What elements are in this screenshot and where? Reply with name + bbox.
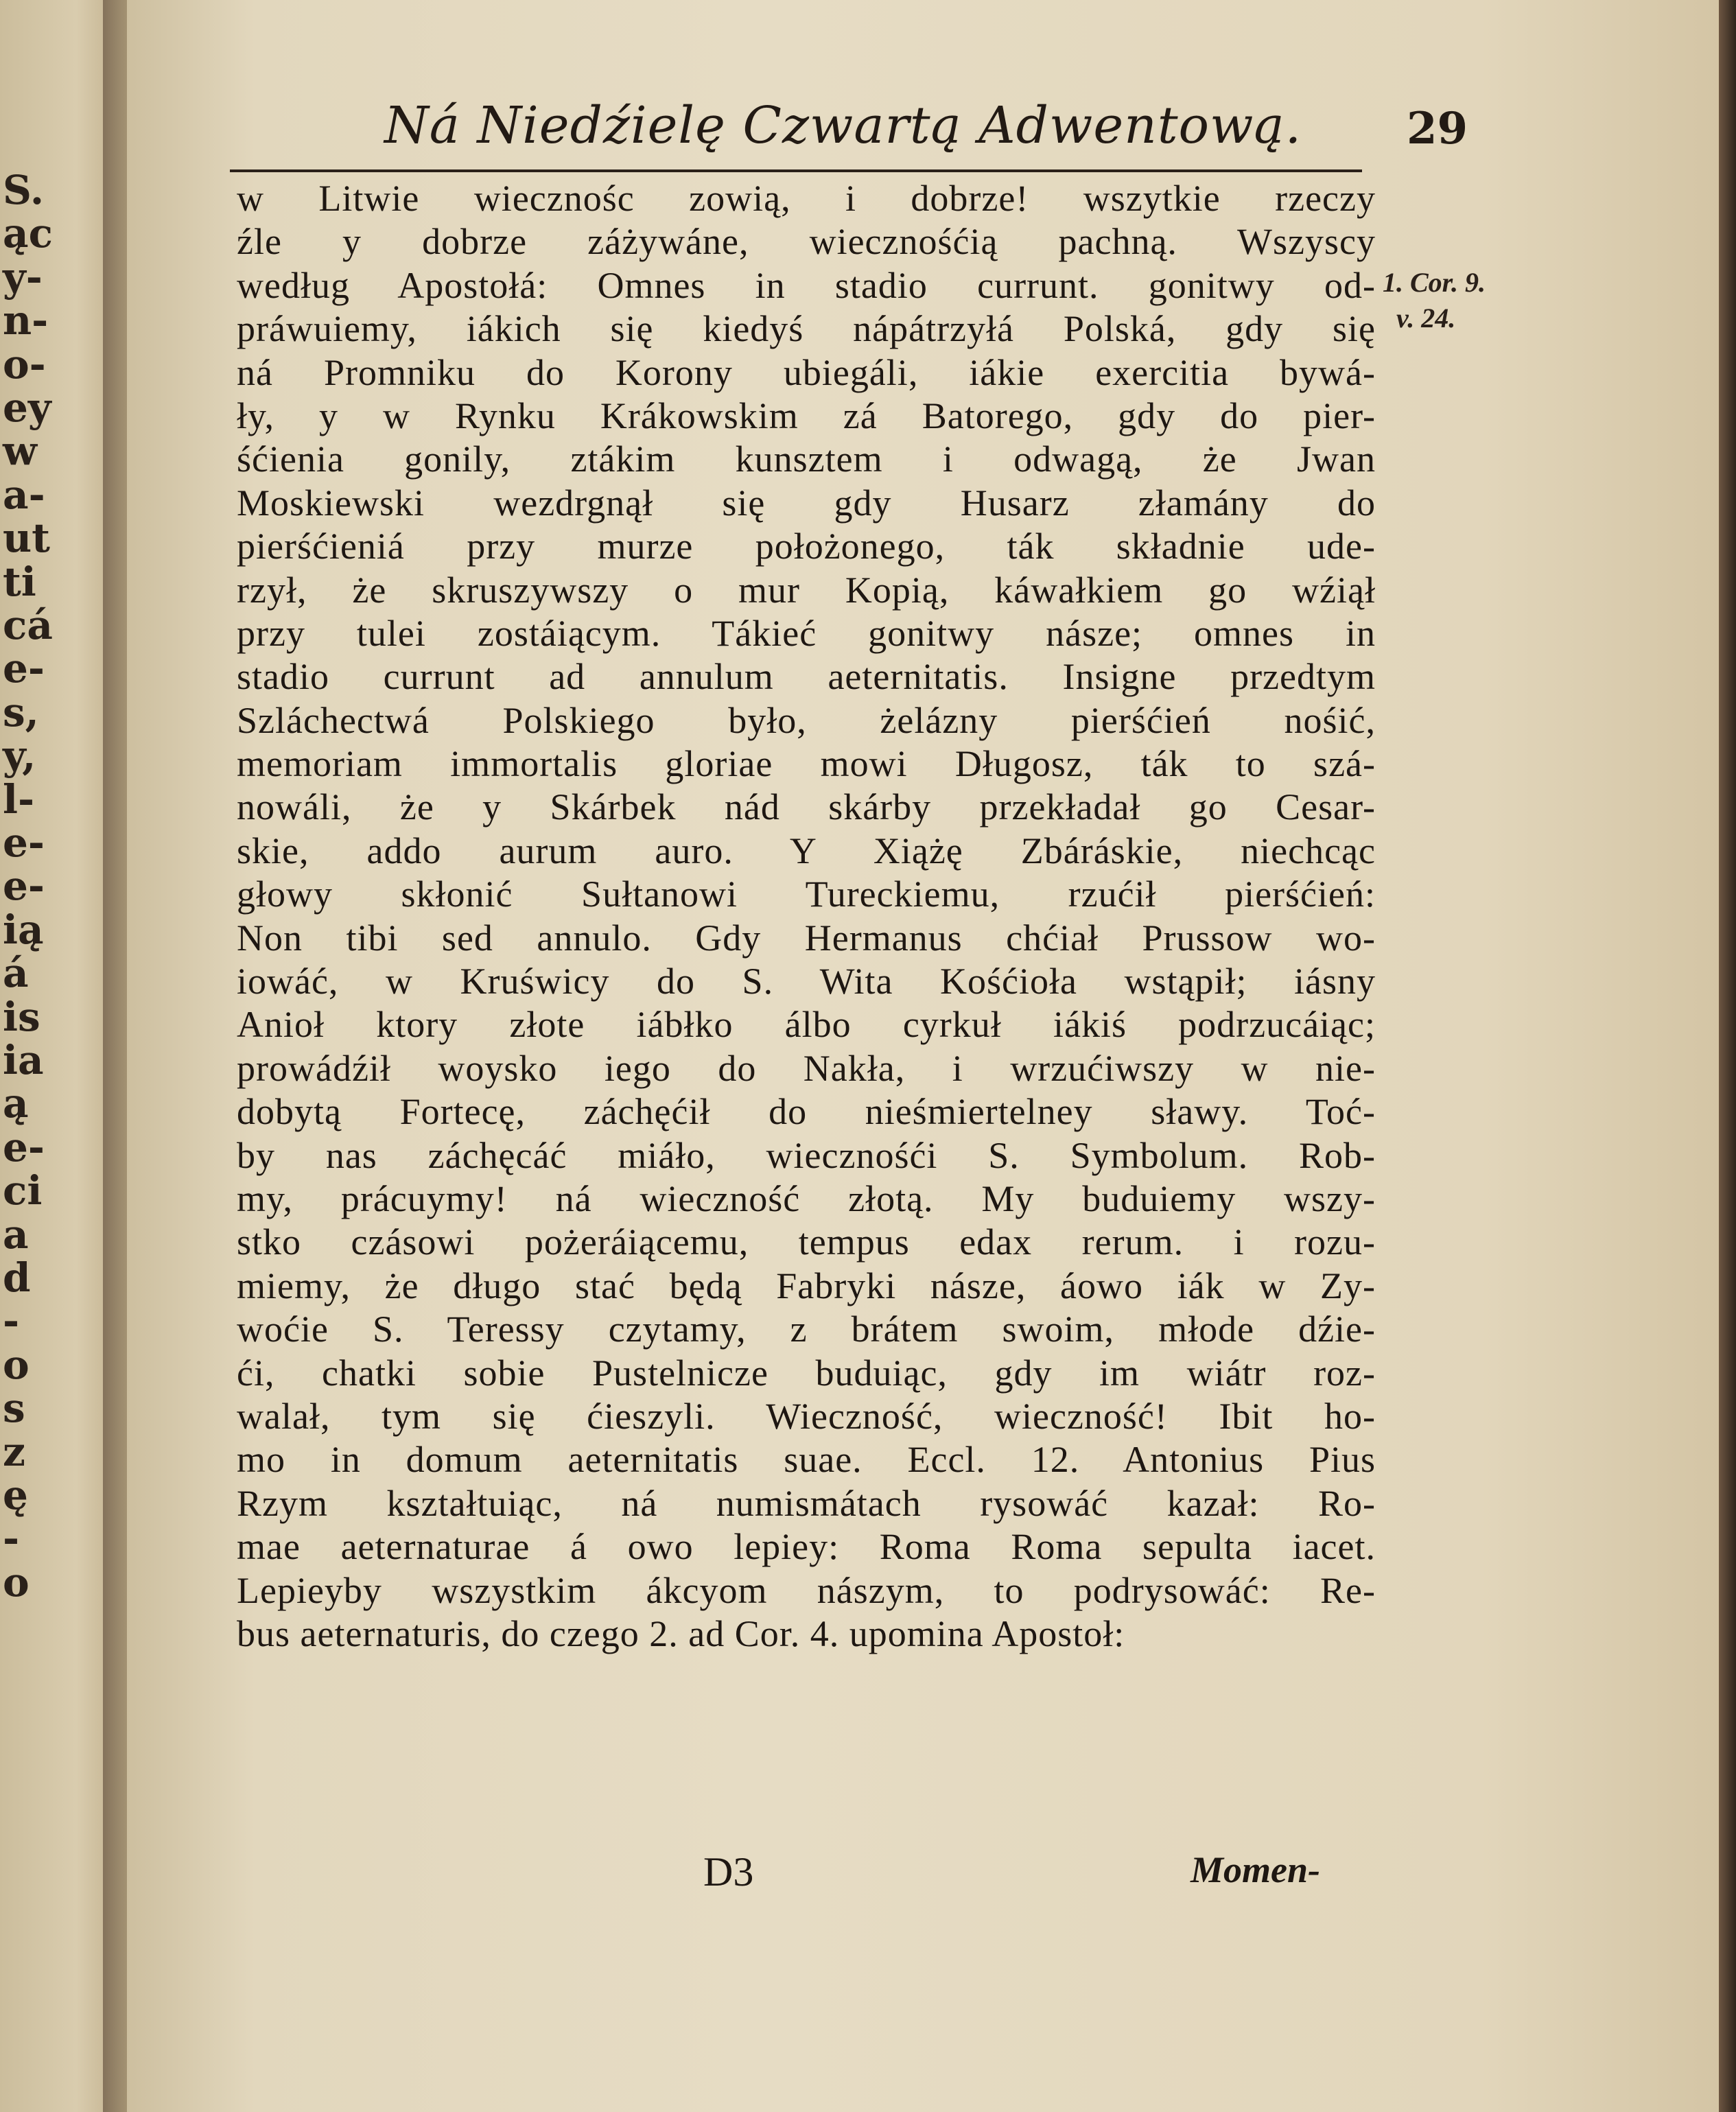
text-line: ły, y w Rynku Krákowskim zá Batorego, gdy do pier- xyxy=(237,395,1376,436)
text-line: memoriam immortalis gloriae mowi Długosz, ták to szá- xyxy=(237,743,1376,785)
text-line: mo in domum aeternitatis suae. Eccl. 12. Antonius Pius xyxy=(237,1439,1376,1481)
facing-page-fragment: ey xyxy=(3,384,51,431)
text-line: rzył, że skruszywszy o mur Kopią, káwałkiem go wźiął xyxy=(237,569,1376,611)
facing-page-fragment: e- xyxy=(3,863,45,910)
text-line: Non tibi sed annulo. Gdy Hermanus chćiał Prussow wo- xyxy=(237,917,1376,959)
facing-page-fragment: S. xyxy=(3,167,45,213)
facing-page-fragment: l- xyxy=(3,775,35,823)
text-line: źle y dobrze záżywáne, wiecznośćią pachną. Wszyscy xyxy=(237,221,1376,263)
facing-page-fragment: ci xyxy=(3,1167,43,1215)
body-text xyxy=(237,177,1376,1656)
facing-page-fragment: ą xyxy=(3,1080,29,1127)
text-line: Szláchectwá Polskiego było, żelázny pierśćień nośić, xyxy=(237,699,1376,741)
text-line: mae aeternaturae á owo lepiey: Roma Roma sepulta iacet. xyxy=(237,1526,1376,1568)
text-line: woćie S. Teressy czytamy, z brátem swoim, młode dźie- xyxy=(237,1309,1376,1350)
facing-page-fragment: s, xyxy=(3,688,39,736)
text-line: według Apostołá: Omnes in stadio currunt. gonitwy od- xyxy=(237,264,1376,306)
facing-page-fragment: n- xyxy=(3,297,49,344)
facing-page-fragment: ut xyxy=(3,515,50,562)
text-line: głowy skłonić Sułtanowi Tureckiemu, rzućił pierśćień: xyxy=(237,873,1376,915)
text-line: stadio currunt ad annulum aeternitatis. Insigne przedtym xyxy=(237,656,1376,698)
signature-mark: D3 xyxy=(703,1849,754,1894)
page-edge xyxy=(1719,0,1736,2112)
facing-page-fragment: s xyxy=(3,1385,25,1432)
text-line: nowáli, że y Skárbek nád skárby przekładał go Cesar- xyxy=(237,786,1376,828)
page-number: 29 xyxy=(1407,103,1468,154)
facing-page-fragment: d xyxy=(3,1254,31,1301)
facing-page-fragment: o- xyxy=(3,340,46,388)
facing-page-fragment: ią xyxy=(3,906,44,953)
text-line: by nas záchęcáć miáło, wiecznośći S. Symbolum. Rob- xyxy=(237,1134,1376,1176)
facing-page-fragment: ąc xyxy=(3,210,53,257)
facing-page-fragment: w xyxy=(3,427,37,475)
header-rule xyxy=(230,169,1362,172)
facing-page-fragment: y, xyxy=(3,732,36,779)
facing-page-fragment: e- xyxy=(3,1123,45,1171)
facing-page-fragment: cá xyxy=(3,602,53,648)
facing-page-fragment: o xyxy=(3,1558,30,1606)
text-line: w Litwie wiecznośc zowią, i dobrze! wszytkie rzeczy xyxy=(237,178,1376,219)
text-line: Moskiewski wezdrgnął się gdy Husarz złamány do xyxy=(237,482,1376,524)
facing-page-fragment: - xyxy=(3,1515,20,1562)
text-line: przy tulei zostáiącym. Tákieć gonitwy násze; omnes in xyxy=(237,612,1376,654)
margin-citation-line-2: v. 24. xyxy=(1396,303,1456,333)
book-page xyxy=(127,0,1719,2112)
facing-page-fragment: e- xyxy=(3,819,45,866)
text-line: ći, chatki sobie Pustelnicze buduiąc, gdy im wiátr roz- xyxy=(237,1352,1376,1394)
facing-page-fragment: y- xyxy=(3,253,43,301)
catchword: Momen- xyxy=(1190,1849,1320,1890)
facing-page-fragment: ti xyxy=(3,558,36,605)
margin-citation-line-1: 1. Cor. 9. xyxy=(1383,267,1486,298)
text-line: skie, addo aurum auro. Y Xiążę Zbáráskie, niechcąc xyxy=(237,830,1376,871)
facing-page-fragment: o xyxy=(3,1341,30,1388)
text-line: stko czásowi pożeráiącemu, tempus edax rerum. i rozu- xyxy=(237,1221,1376,1263)
text-line: Anioł ktory złote iábłko álbo cyrkuł iákiś podrzucáiąc; xyxy=(237,1004,1376,1046)
facing-page-fragment: á xyxy=(3,950,29,997)
text-line: iowáć, w Kruświcy do S. Wita Kośćioła wstąpił; iásny xyxy=(237,961,1376,1002)
text-line: miemy, że długo stać będą Fabryki násze, áowo iák w Zy- xyxy=(237,1265,1376,1306)
text-line: walał, tym się ćieszyli. Wieczność, wieczność! Ibit ho- xyxy=(237,1395,1376,1437)
text-line: bus aeternaturis, do czego 2. ad Cor. 4. upomina Apostoł: xyxy=(237,1612,1125,1654)
text-line: Lepieyby wszystkim ákcyom nászym, to podrysowáć: Re- xyxy=(237,1569,1376,1611)
facing-page-fragment: ia xyxy=(3,1037,44,1083)
facing-page-fragment: z xyxy=(3,1428,25,1475)
facing-page-fragment: e- xyxy=(3,645,45,692)
facing-page-fragment: is xyxy=(3,993,40,1040)
running-head: Ná Niedźielę Czwartą Adwentową. xyxy=(384,96,1302,155)
facing-page-fragment: a- xyxy=(3,471,45,518)
text-line: ná Promniku do Korony ubiegáli, iákie exercitia bywá- xyxy=(237,351,1376,393)
text-line: Rzym kształtuiąc, ná numismátach rysowáć kazał: Ro- xyxy=(237,1482,1376,1524)
facing-page-fragment: a xyxy=(3,1210,29,1258)
facing-page-fragment: - xyxy=(3,1298,20,1345)
text-line: śćienia gonily, ztákim kunsztem i odwagą, że Jwan xyxy=(237,438,1376,480)
text-line: práwuiemy, iákich się kiedyś nápátrzyłá Polská, gdy się xyxy=(237,308,1376,350)
text-line: my, prácuymy! ná wieczność złotą. My buduiemy wszy- xyxy=(237,1177,1376,1219)
text-line: pierśćieniá przy murze położonego, ták składnie ude- xyxy=(237,526,1376,567)
text-line: prowádźił woysko iego do Nakła, i wrzućiwszy w nie- xyxy=(237,1047,1376,1089)
facing-page-fragment: ę xyxy=(3,1472,28,1518)
text-line: dobytą Fortecę, záchęćił do nieśmiertelney sławy. Toć- xyxy=(237,1091,1376,1133)
